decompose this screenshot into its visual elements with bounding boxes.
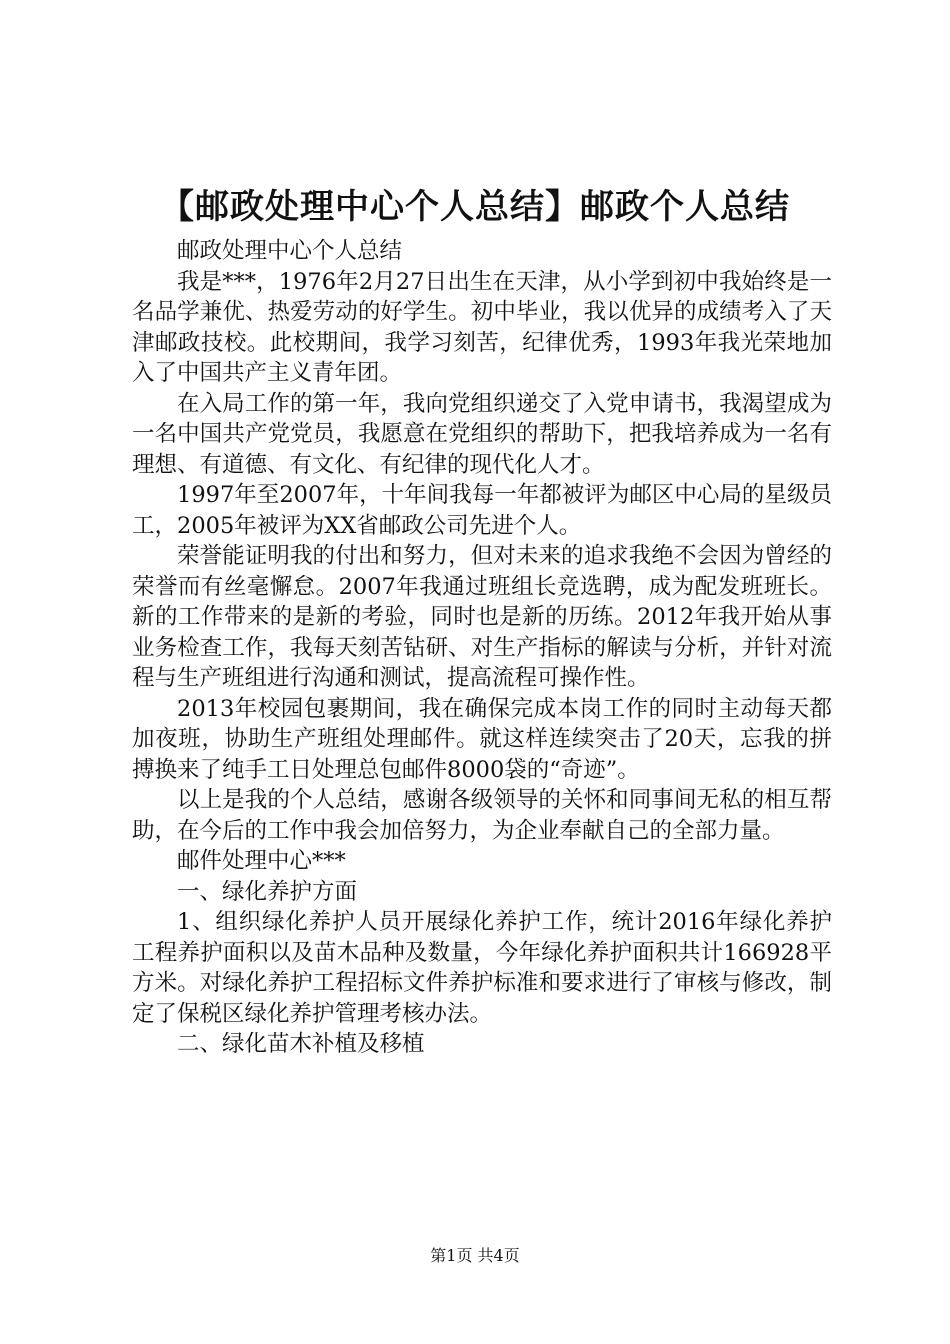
document-title: 【邮政处理中心个人总结】邮政个人总结 xyxy=(160,187,790,227)
paragraph: 1997年至2007年，十年间我每一年都被评为邮区中心局的星级员工，2005年被评为XX省邮政公司先进个人。 xyxy=(132,482,832,539)
document-body xyxy=(132,236,832,1060)
paragraph: 1、组织绿化养护人员开展绿化养护工作，统计2016年绿化养护工程养护面积以及苗木品种及数量，今年绿化养护面积共计166928平方米。对绿化养护工程招标文件养护标准和要求进行了审核与修改，制定了保税区绿化养护管理考核办法。 xyxy=(132,909,832,1027)
paragraph: 以上是我的个人总结，感谢各级领导的关怀和同事间无私的相互帮助，在今后的工作中我会加倍努力，为企业奉献自己的全部力量。 xyxy=(132,787,832,844)
paragraph: 二、绿化苗木补植及移植 xyxy=(177,1031,425,1057)
paragraph: 在入局工作的第一年，我向党组织递交了入党申请书，我渴望成为一名中国共产党党员，我愿意在党组织的帮助下，把我培养成为一名有理想、有道德、有文化、有纪律的现代化人才。 xyxy=(132,390,832,478)
paragraph: 荣誉能证明我的付出和努力，但对未来的追求我绝不会因为曾经的荣誉而有丝毫懈怠。2007年我通过班组长竞选聘，成为配发班班长。新的工作带来的是新的考验，同时也是新的历练。2012年我开始从事业务检查工作，我每天刻苦钻研、对生产指标的解读与分析，并针对流程与生产班组进行沟通和测试，提高流程可操作性。 xyxy=(132,543,832,691)
paragraph: 2013年校园包裹期间，我在确保完成本岗工作的同时主动每天都加夜班，协助生产班组处理邮件。就这样连续突击了20天，忘我的拼搏换来了纯手工日处理总包邮件8000袋的“奇迹”。 xyxy=(132,695,832,783)
paragraph: 我是***，1976年2月27日出生在天津，从小学到初中我始终是一名品学兼优、热爱劳动的好学生。初中毕业，我以优异的成绩考入了天津邮政技校。此校期间，我学习刻苦，纪律优秀，1993年我光荣地加入了中国共产主义青年团。 xyxy=(132,268,832,386)
page-number-footer: 第1页 共4页 xyxy=(430,1246,520,1265)
paragraph: 邮政处理中心个人总结 xyxy=(177,238,403,264)
paragraph: 一、绿化养护方面 xyxy=(177,878,358,905)
paragraph: 邮件处理中心*** xyxy=(177,848,346,874)
